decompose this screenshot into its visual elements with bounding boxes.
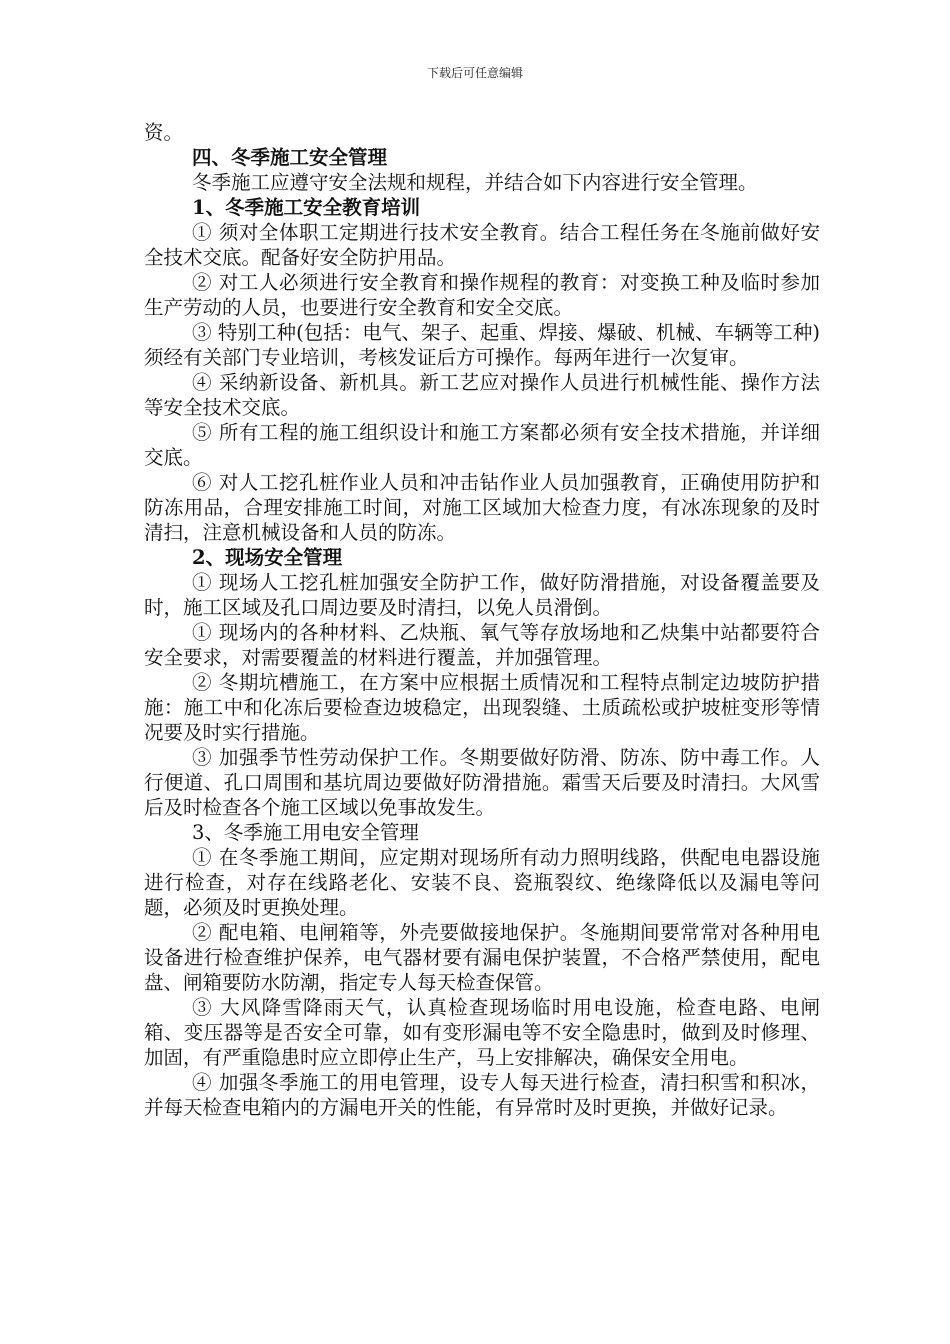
body-paragraph: 资。 (144, 121, 184, 144)
body-paragraph: ① 现场人工挖孔桩加强安全防护工作，做好防滑措施，对设备覆盖要及时，施工区域及孔口周边要及时清扫，以免人员滑倒。 (144, 571, 820, 619)
section-heading: 四、冬季施工安全管理 (192, 146, 388, 169)
body-paragraph: ② 对工人必须进行安全教育和操作规程的教育：对变换工种及临时参加生产劳动的人员，也要进行安全教育和安全交底。 (144, 271, 820, 319)
body-paragraph: ③ 加强季节性劳动保护工作。冬期要做好防滑、防冻、防中毒工作。人行便道、孔口周围和基坑周边要做好防滑措施。霜雪天后要及时清扫。大风雪后及时检查各个施工区域以免事故发生。 (144, 746, 820, 819)
section-heading: 2、现场安全管理 (192, 546, 343, 569)
body-paragraph: ② 配电箱、电闸箱等，外壳要做接地保护。冬施期间要常常对各种用电设备进行检查维护保养，电气器材要有漏电保护装置，不合格严禁使用，配电盘、闸箱要防水防潮，指定专人每天检查保管。 (144, 921, 820, 994)
body-paragraph: ③ 特别工种(包括：电气、架子、起重、焊接、爆破、机械、车辆等工种)须经有关部门专业培训，考核发证后方可操作。每两年进行一次复审。 (144, 321, 820, 369)
body-paragraph: ② 冬期坑槽施工，在方案中应根据土质情况和工程特点制定边坡防护措施：施工中和化冻后要检查边坡稳定，出现裂缝、土质疏松或护坡桩变形等情况要及时实行措施。 (144, 671, 820, 744)
document-body (144, 120, 820, 1120)
body-paragraph: ④ 采纳新设备、新机具。新工艺应对操作人员进行机械性能、操作方法等安全技术交底。 (144, 371, 820, 419)
body-paragraph: ① 现场内的各种材料、乙炔瓶、氧气等存放场地和乙炔集中站都要符合安全要求，对需要覆盖的材料进行覆盖，并加强管理。 (144, 621, 820, 669)
body-paragraph: 冬季施工应遵守安全法规和规程，并结合如下内容进行安全管理。 (192, 171, 758, 194)
body-paragraph: ⑤ 所有工程的施工组织设计和施工方案都必须有安全技术措施，并详细交底。 (144, 421, 820, 469)
body-paragraph: ① 在冬季施工期间，应定期对现场所有动力照明线路，供配电电器设施进行检查，对存在线路老化、安装不良、瓷瓶裂纹、绝缘降低以及漏电等问题，必须及时更换处理。 (144, 846, 820, 919)
body-paragraph: ④ 加强冬季施工的用电管理，设专人每天进行检查，清扫积雪和积冰，并每天检查电箱内的方漏电开关的性能，有异常时及时更换，并做好记录。 (144, 1071, 820, 1119)
section-heading: 1、冬季施工安全教育培训 (192, 196, 421, 219)
body-paragraph: ⑥ 对人工挖孔桩作业人员和冲击钻作业人员加强教育，正确使用防护和防冻用品，合理安排施工时间，对施工区域加大检查力度，有冰冻现象的及时清扫，注意机械设备和人员的防冻。 (144, 471, 820, 544)
body-paragraph: ③ 大风降雪降雨天气，认真检查现场临时用电设施，检查电路、电闸箱、变压器等是否安全可靠，如有变形漏电等不安全隐患时，做到及时修理、加固，有严重隐患时应立即停止生产，马上安排解决，确保安全用电。 (144, 996, 820, 1069)
body-paragraph: 3、冬季施工用电安全管理 (192, 821, 419, 844)
page-header: 下载后可任意编辑 (426, 66, 523, 80)
body-paragraph: ① 须对全体职工定期进行技术安全教育。结合工程任务在冬施前做好安全技术交底。配备好安全防护用品。 (144, 221, 820, 269)
